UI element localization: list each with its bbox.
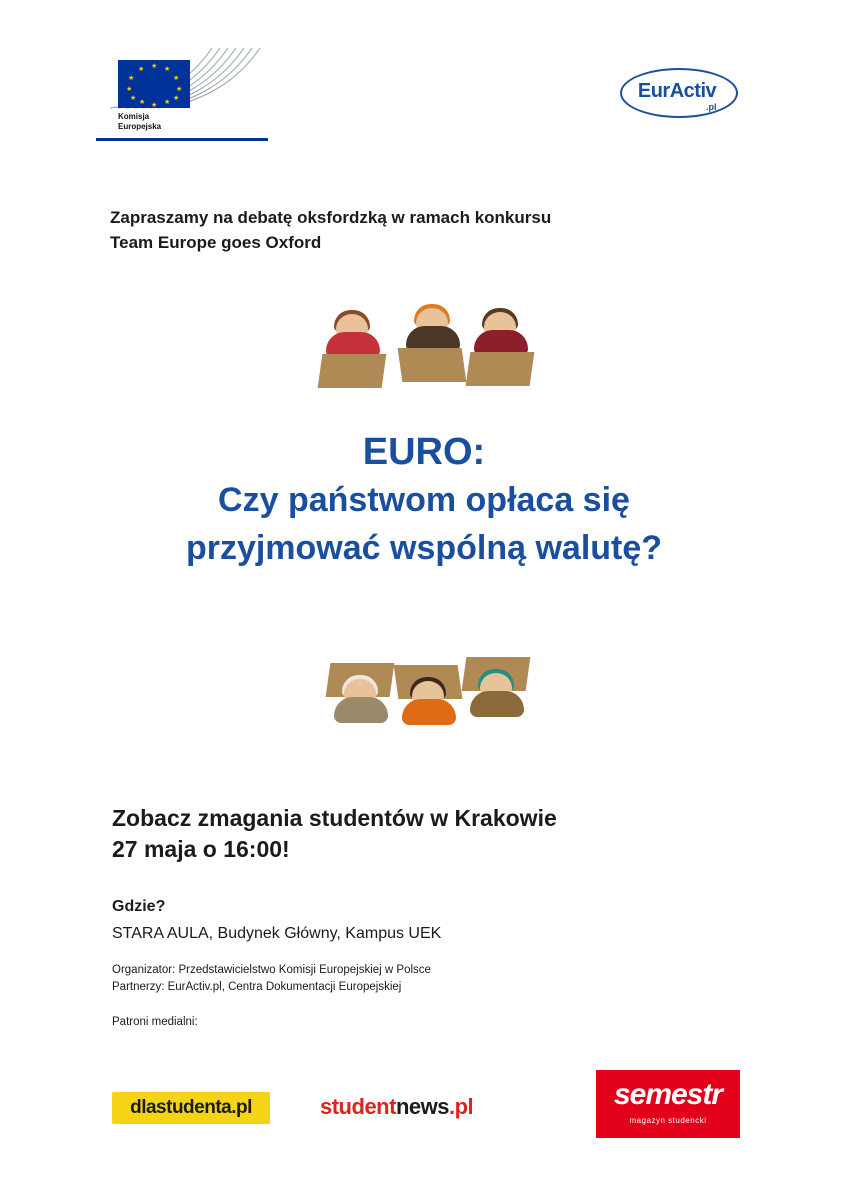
illustration-top-people (0, 300, 848, 400)
title-line-3: przyjmować wspólną walutę? (185, 529, 663, 567)
illustration-bottom-people (0, 645, 848, 745)
media-patrons-label: Patroni medialni: (112, 1016, 198, 1028)
desk-shape (466, 352, 535, 386)
studentnews-logo-text-red: student (320, 1094, 396, 1119)
sponsor-logos (0, 1078, 848, 1150)
dlastudenta-logo (112, 1092, 270, 1124)
dlastudenta-logo-text: dlastudenta.pl (130, 1097, 252, 1118)
studentnews-logo-text-suffix: .pl (448, 1094, 474, 1119)
title-line-1: EURO: (362, 431, 486, 473)
person-figure (462, 308, 542, 408)
semestr-logo-subtitle: magazyn studencki (629, 1116, 707, 1125)
desk-shape (318, 354, 387, 388)
credits (112, 962, 732, 996)
semestr-logo-text: semestr (613, 1078, 723, 1111)
credits-organizer: Organizator: Przedstawicielstwo Komisji Europejskiej w Polsce (112, 964, 431, 976)
ec-logo-line1: Komisja (118, 112, 150, 121)
header (0, 46, 848, 166)
ec-logo-line2: Europejska (118, 122, 162, 131)
studentnews-logo (320, 1094, 544, 1120)
where-label: Gdzie? (112, 898, 166, 915)
person-shoulders (470, 691, 524, 717)
cta-text (112, 803, 752, 865)
poster-title (0, 428, 848, 572)
euractiv-domain-suffix: .pl (706, 102, 717, 112)
studentnews-logo-text-dark: news (395, 1094, 449, 1119)
ec-logo-rule (96, 138, 268, 141)
person-figure (458, 669, 538, 769)
intro-line-2: Team Europe goes Oxford (110, 233, 322, 252)
cta-line-2: 27 maja o 16:00! (112, 836, 290, 862)
desk-shape (398, 348, 467, 382)
person-shoulders (334, 697, 388, 723)
title-line-2: Czy państwom opłaca się (218, 481, 630, 519)
intro-text (110, 205, 750, 255)
eu-stars: ★ ★ ★ ★ ★ ★ ★ ★ ★ ★ ★ ★ (126, 63, 183, 109)
ec-logo-text (118, 112, 161, 132)
where-value: STARA AULA, Budynek Główny, Kampus UEK (112, 925, 442, 942)
intro-line-1: Zapraszamy na debatę oksfordzką w ramach konkursu (110, 208, 552, 227)
semestr-logo (596, 1070, 740, 1138)
person-shoulders (402, 699, 456, 725)
credits-partners: Partnerzy: EurActiv.pl, Centra Dokumentacji Europejskiej (112, 981, 402, 993)
person-figure (314, 310, 394, 410)
euractiv-logo (620, 60, 740, 124)
cta-line-1: Zobacz zmagania studentów w Krakowie (112, 805, 557, 831)
euractiv-wordmark: EurActiv (637, 80, 717, 102)
european-commission-logo (88, 46, 268, 158)
